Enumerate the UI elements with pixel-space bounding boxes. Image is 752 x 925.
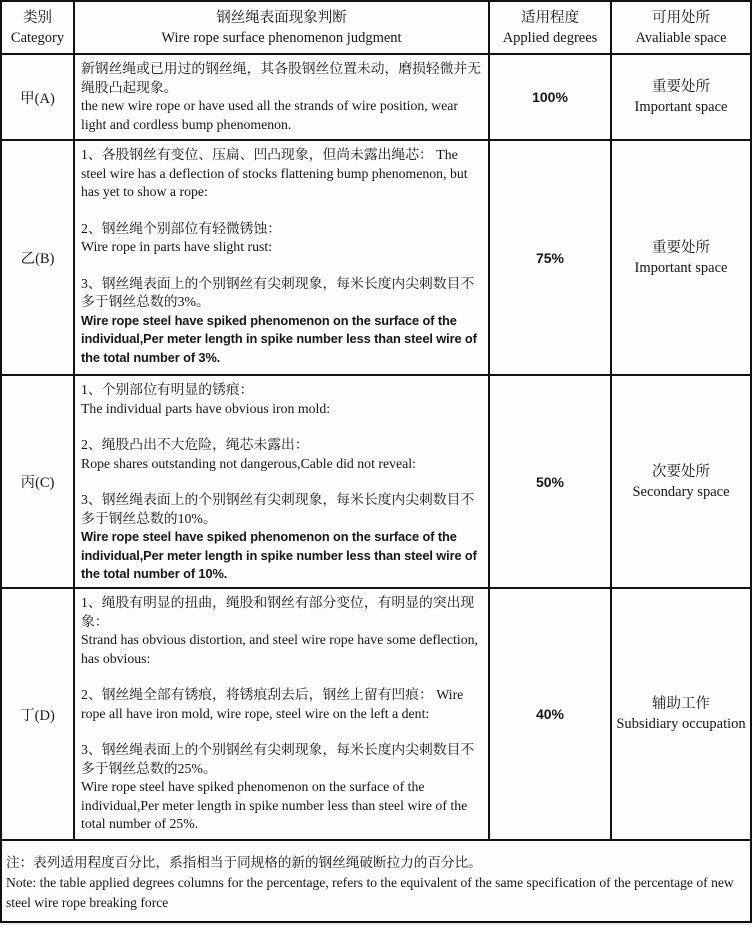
row-d-paragraph-3: [81, 741, 483, 834]
row-a-p1-zh: 新钢丝绳或已用过的钢丝绳，其各股钢丝位置未动，磨损轻微并无绳股凸起现象。: [81, 61, 482, 95]
header-category-en: Category: [10, 29, 65, 46]
row-a-degree: 100%: [490, 55, 612, 141]
header-degrees-zh: 适用程度: [521, 9, 579, 26]
header-space: [612, 2, 750, 55]
footnote-zh: 注：表列适用程度百分比，系指相当于同规格的新的钢丝绳破断拉力的百分比。: [6, 855, 482, 870]
row-c-paragraph-3: [81, 491, 483, 584]
row-c-degree: 50%: [490, 376, 612, 589]
row-b-space-zh: 重要处所: [652, 239, 710, 256]
row-c-space-en: Secondary space: [632, 483, 730, 500]
header-judgment-en: Wire rope surface phenomenon judgment: [161, 29, 402, 46]
row-c-p2-zh: 2、绳股凸出不大危险，绳芯未露出：: [81, 437, 309, 452]
footnote-en: Note: the table applied degrees columns for the percentage, refers to the equivalent of the same specification of the percentage of new steel wire rope breaking force: [6, 875, 734, 910]
row-c-paragraph-1: [81, 381, 483, 418]
row-c-p3-zh: 3、钢丝绳表面上的个别钢丝有尖刺现象，每米长度内尖刺数目不多于钢丝总数的10%。: [81, 492, 475, 526]
row-d-space-en: Subsidiary occupation: [616, 716, 746, 732]
row-d-space-zh: 辅助工作: [652, 696, 710, 712]
row-b-p1-zh: 1、各股钢丝有变位、压扁、凹凸现象，但尚未露出绳芯：: [81, 147, 433, 162]
row-c-category: 丙(C): [2, 376, 75, 589]
header-judgment-zh: 钢丝绳表面现象判断: [216, 9, 347, 26]
row-c-p1-zh: 1、个别部位有明显的锈痕：: [81, 382, 254, 397]
row-c-space: [612, 376, 750, 589]
header-category-zh: 类别: [23, 9, 52, 26]
header-category: [2, 2, 75, 55]
row-a-paragraph-1: [81, 60, 483, 134]
row-d-p1-en: Strand has obvious distortion, and steel wire rope have some deflection, has obvious:: [81, 632, 478, 666]
header-space-zh: 可用处所: [652, 9, 710, 26]
row-b-p3-zh: 3、钢丝绳表面上的个别钢丝有尖刺现象，每米长度内尖刺数目不多于钢丝总数的3%。: [81, 275, 475, 309]
row-c-space-zh: 次要处所: [652, 463, 710, 480]
row-d-category: 丁(D): [2, 589, 75, 841]
row-b-p1-en: The steel wire has a deflection of stocks flattening bump phenomenon, but has yet to show a rope:: [81, 147, 468, 199]
footnote: [2, 841, 750, 921]
row-a-space-en: Important space: [634, 99, 728, 115]
row-b-category: 乙(B): [2, 141, 75, 376]
row-d-paragraph-2: [81, 686, 483, 723]
row-c-p3-en: Wire rope steel have spiked phenomenon on the surface of the individual,Per meter length in spike number less than steel wire of the total number of 10%.: [81, 529, 477, 581]
row-d-space: [612, 589, 750, 841]
row-c-paragraph-2: [81, 436, 483, 473]
row-b-degree: 75%: [490, 141, 612, 376]
row-b-paragraph-1: [81, 146, 483, 202]
row-b-p3-en: Wire rope steel have spiked phenomenon on the surface of the individual,Per meter length in spike number less than steel wire of the total number of 3%.: [81, 312, 477, 365]
row-b-p2-en: Wire rope in parts have slight rust:: [81, 239, 273, 254]
row-d-p3-zh: 3、钢丝绳表面上的个别钢丝有尖刺现象，每米长度内尖刺数目不多于钢丝总数的25%。: [81, 742, 475, 776]
row-d-p1-zh: 1、绳股有明显的扭曲，绳股和钢丝有部分变位，有明显的突出现象：: [81, 595, 475, 629]
row-d-p3-en: Wire rope steel have spiked phenomenon on the surface of the individual,Per meter length in spike number less than steel wire of the total number of 25%.: [81, 779, 468, 831]
row-d-p2-en: Wire rope all have iron mold, wire rope, steel wire on the left a dent:: [81, 687, 464, 721]
row-b-paragraph-2: [81, 220, 483, 257]
row-d-judgment: [75, 589, 490, 841]
row-d-degree: 40%: [490, 589, 612, 841]
row-b-space-en: Important space: [634, 259, 728, 276]
header-judgment: [75, 2, 490, 55]
wire-rope-table: [2, 2, 750, 841]
header-space-en: Avaliable space: [635, 29, 727, 46]
row-d-p2-zh: 2、钢丝绳全部有锈痕，将锈痕刮去后，钢丝上留有凹痕：: [81, 687, 433, 702]
row-b-paragraph-3: [81, 275, 483, 368]
row-c-p2-en: Rope shares outstanding not dangerous,Cable did not reveal:: [81, 455, 416, 471]
header-degrees-en: Applied degrees: [502, 29, 598, 46]
row-d-paragraph-1: [81, 594, 483, 668]
row-b-judgment: [75, 141, 490, 376]
row-a-p1-en: the new wire rope or have used all the strands of wire position, wear light and cordless bump phenomenon.: [81, 98, 458, 132]
header-degrees: [490, 2, 612, 55]
row-a-category: 甲(A): [2, 55, 75, 141]
row-b-p2-zh: 2、钢丝绳个别部位有轻微锈蚀：: [81, 220, 282, 236]
row-a-judgment: [75, 55, 490, 141]
row-a-space-zh: 重要处所: [652, 79, 710, 95]
row-b-space: [612, 141, 750, 376]
row-c-p1-en: The individual parts have obvious iron mold:: [81, 400, 331, 416]
row-c-judgment: [75, 376, 490, 589]
row-a-space: [612, 55, 750, 141]
